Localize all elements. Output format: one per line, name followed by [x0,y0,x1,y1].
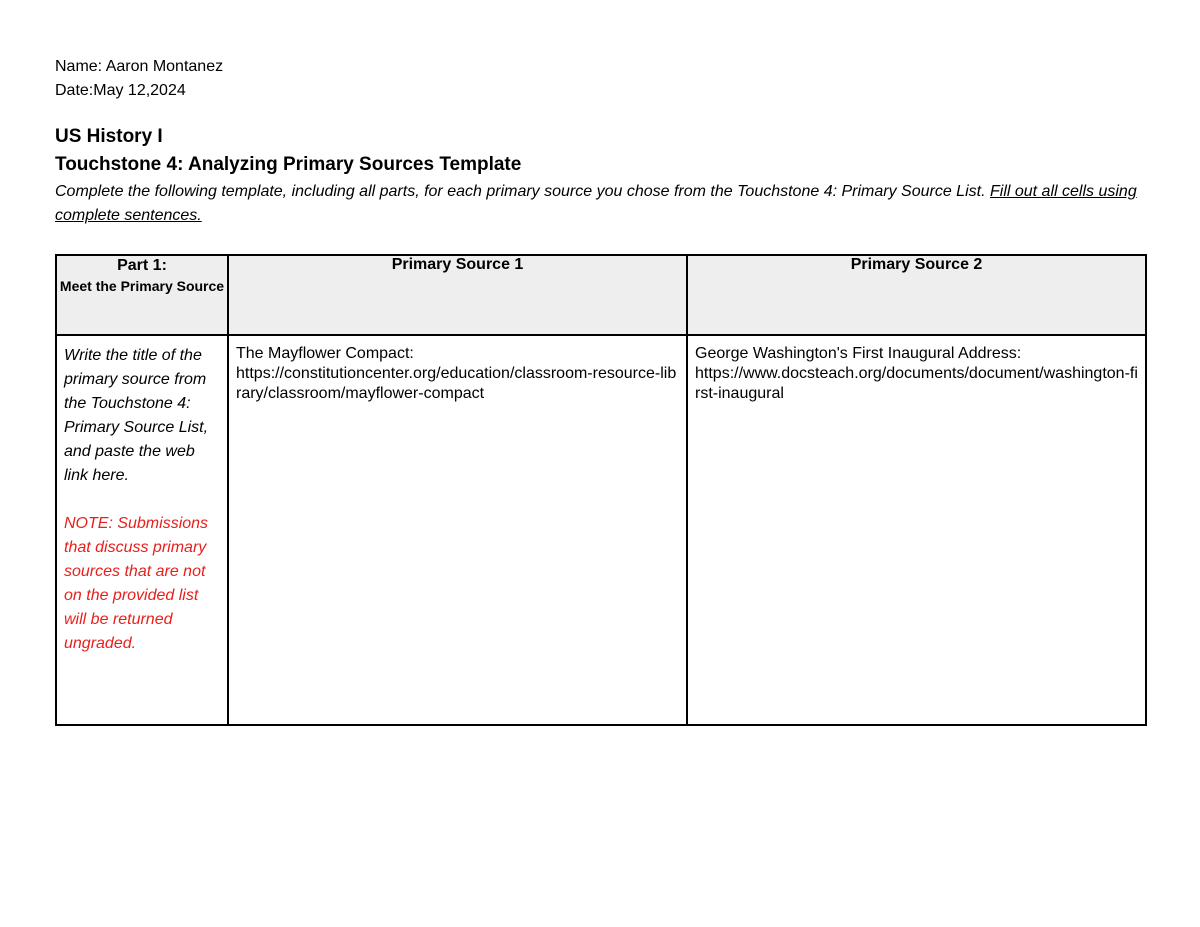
source1-title: The Mayflower Compact: [236,345,414,362]
note-text: NOTE: Submissions that discuss primary sources that are not on the provided list will be returned ungraded. [64,515,209,652]
table-row [56,335,1146,725]
source2-answer-cell[interactable] [687,335,1146,725]
source2-title: George Washington's First Inaugural Address: [695,345,1022,362]
source1-link[interactable]: https://constitutioncenter.org/education/classroom-resource-library/classroom/mayflower-compact [236,365,677,402]
part-label: Part 1: [117,257,167,274]
instructions-emphasis: Fill out all cells using complete sentences. [55,183,1137,224]
part-sublabel: Meet the Primary Source [59,278,225,294]
source2-header: Primary Source 2 [687,255,1146,335]
part-label-cell [56,255,228,335]
submission-date: Date:May 12,2024 [55,82,186,99]
prompt-text: Write the title of the primary source from the Touchstone 4: Primary Source List, and paste the web link here. [64,347,209,484]
primary-source-table [55,254,1147,726]
title-block [55,123,1147,228]
instructions [55,180,1147,228]
course-title: US History I [55,126,163,147]
instructions-text: Complete the following template, including all parts, for each primary source you chose from the Touchstone 4: Primary Source List. [55,183,986,200]
source2-link[interactable]: https://www.docsteach.org/documents/document/washington-first-inaugural [695,365,1138,402]
document-title: Touchstone 4: Analyzing Primary Sources Template [55,154,522,175]
student-name: Name: Aaron Montanez [55,58,224,75]
prompt-cell [56,335,228,725]
source1-answer-cell[interactable] [228,335,687,725]
table-header-row [56,255,1146,335]
source1-header: Primary Source 1 [228,255,687,335]
document-header [55,55,1147,228]
